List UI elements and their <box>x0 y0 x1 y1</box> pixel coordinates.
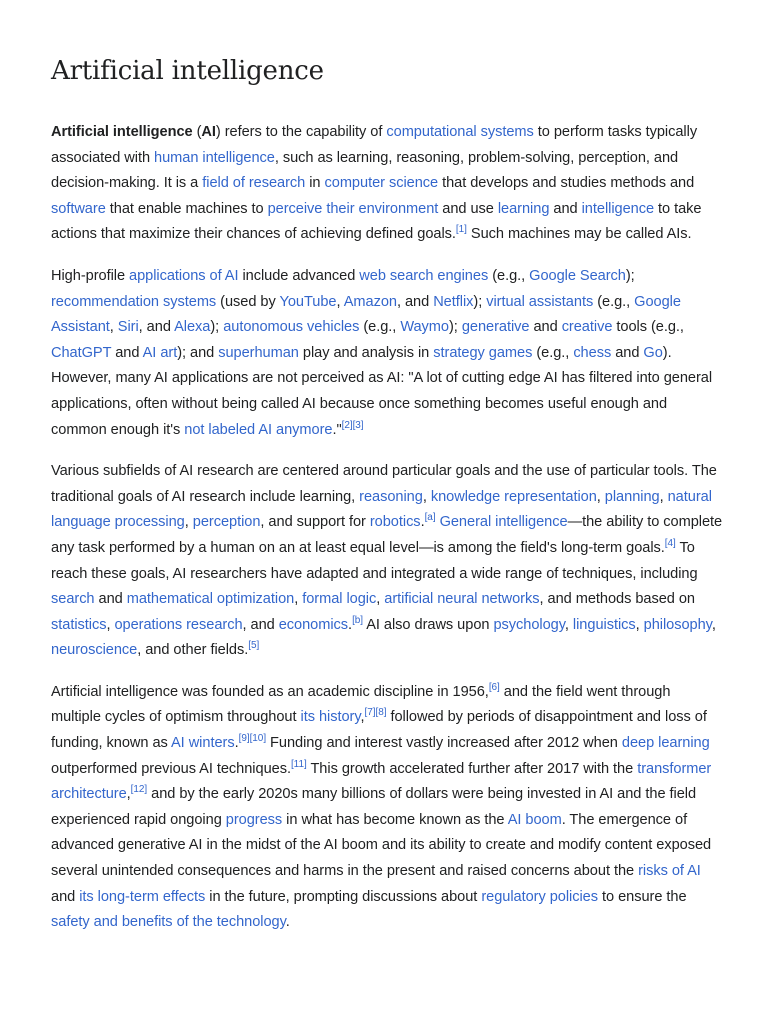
text-run: and <box>94 591 127 608</box>
paragraph-1 <box>51 120 723 248</box>
text-run: and <box>51 888 80 905</box>
text-run: , and <box>242 616 279 633</box>
text-run: , and <box>396 293 434 310</box>
link-creative[interactable]: creative <box>561 319 613 336</box>
link-deep-learning[interactable]: deep learning <box>621 735 710 752</box>
reference-superscript <box>239 733 250 744</box>
link-web-search-engines[interactable]: web search engines <box>359 267 489 284</box>
text-run: to take actions that maximize their chances of achieving defined goals. <box>51 200 702 243</box>
link-planning[interactable]: planning <box>604 488 660 505</box>
text-run: outperformed previous AI techniques. <box>51 760 291 777</box>
text-run: and use <box>438 200 498 217</box>
text-run: High-profile <box>51 267 130 284</box>
text-run: . <box>348 616 353 633</box>
text-run: , <box>376 591 385 608</box>
link-strategy-games[interactable]: strategy games <box>433 344 533 361</box>
note-a[interactable]: [a] <box>424 512 436 524</box>
text-run: (e.g., <box>593 293 635 310</box>
link-reasoning[interactable]: reasoning <box>359 488 423 505</box>
text-run: ); <box>625 267 635 284</box>
text-run: , <box>109 319 118 336</box>
reference-superscript <box>352 615 363 626</box>
link-linguistics[interactable]: linguistics <box>572 616 636 633</box>
text-run: to perform tasks typically associated with <box>51 124 698 166</box>
link-psychology[interactable]: psychology <box>493 616 565 633</box>
text-run: that develops and studies methods and <box>438 175 695 192</box>
link-chess[interactable]: chess <box>573 344 612 361</box>
link-waymo[interactable]: Waymo <box>400 319 449 336</box>
link-field-of-research[interactable]: field of research <box>202 175 306 192</box>
link-computational-systems[interactable]: computational systems <box>386 124 534 140</box>
citation-2[interactable]: [2] <box>341 419 353 431</box>
link-computer-science[interactable]: computer science <box>324 175 439 192</box>
link-transformer-architecture[interactable]: transformer architecture <box>51 760 712 803</box>
text-run: , <box>126 786 131 803</box>
reference-superscript <box>665 538 676 549</box>
text-run: and by the early 2020s many billions of dollars were being invested in AI and the field experienced rapid ongoing <box>51 786 697 828</box>
link-philosophy[interactable]: philosophy <box>643 616 712 633</box>
citation-4[interactable]: [4] <box>664 537 676 549</box>
text-run: , <box>659 488 668 505</box>
note-b[interactable]: [b] <box>352 614 364 626</box>
text-run: , such as learning, reasoning, problem-solving, perception, and decision-making. It is a <box>51 149 679 192</box>
text-run: Funding and interest vastly increased after 2012 when <box>266 735 622 752</box>
text-run: ); and <box>177 344 219 361</box>
page-title: Artificial intelligence <box>51 56 324 86</box>
text-run: , <box>635 616 644 633</box>
text-run: ); <box>210 319 224 336</box>
link-search[interactable]: search <box>51 591 95 608</box>
link-intelligence[interactable]: intelligence <box>581 200 655 217</box>
text-run: , <box>184 514 193 531</box>
text-run: and <box>529 319 562 336</box>
link-operations-research[interactable]: operations research <box>114 616 243 633</box>
article-body <box>51 120 723 952</box>
text-run: ) refers to the capability of <box>215 124 387 140</box>
link-ai-art[interactable]: AI art <box>142 344 178 361</box>
text-run: in what has become known as the <box>282 811 508 828</box>
reference-superscript <box>425 512 436 523</box>
link-its-history[interactable]: its history <box>300 709 361 726</box>
text-run: . <box>234 735 239 752</box>
link-superhuman[interactable]: superhuman <box>218 344 299 361</box>
text-run: This growth accelerated further after 2017 with the <box>306 760 638 777</box>
text-run: ); <box>473 293 487 310</box>
link-software[interactable]: software <box>51 200 106 217</box>
text-run: . The emergence of advanced generative AI in the midst of the AI boom and its ability to create and modify content exposed several unintended consequences and harms in the present and raised concerns about the <box>51 811 712 880</box>
reference-superscript <box>291 759 307 770</box>
citation-5[interactable]: [5] <box>248 640 260 652</box>
reference-superscript <box>342 420 353 431</box>
text-run: , <box>596 488 605 505</box>
link-google-search[interactable]: Google Search <box>529 267 626 284</box>
reference-superscript <box>489 682 500 693</box>
text-run: Such machines may be called AIs. <box>466 226 692 243</box>
text-run: Artificial intelligence was founded as an academic discipline in 1956, <box>51 683 489 700</box>
text-run: followed by periods of disappointment and loss of funding, known as <box>51 709 707 752</box>
text-run: in <box>305 175 325 192</box>
text-run: (e.g., <box>532 344 574 361</box>
citation-6[interactable]: [6] <box>488 681 500 693</box>
text-run: , and other fields. <box>137 642 249 659</box>
text-run: AI also draws upon <box>363 616 494 633</box>
bold-term: Artificial intelligence <box>51 124 193 140</box>
reference-superscript <box>131 784 147 795</box>
citation-8[interactable]: [8] <box>375 707 387 719</box>
citation-12[interactable]: [12] <box>130 784 148 796</box>
link-ai-boom[interactable]: AI boom <box>507 811 562 828</box>
reference-superscript <box>250 733 266 744</box>
link-economics[interactable]: economics <box>278 616 349 633</box>
text-run: and the field went through multiple cycles of optimism throughout <box>51 683 671 726</box>
link-amazon[interactable]: Amazon <box>343 293 397 310</box>
text-run: , <box>294 591 303 608</box>
citation-3[interactable]: [3] <box>352 419 364 431</box>
link-virtual-assistants[interactable]: virtual assistants <box>486 293 594 310</box>
link-go[interactable]: Go <box>643 344 663 361</box>
citation-1[interactable]: [1] <box>455 224 467 236</box>
link-long-term-effects[interactable]: its long-term effects <box>79 888 206 905</box>
reference-superscript <box>456 224 467 235</box>
citation-11[interactable]: [11] <box>290 758 307 770</box>
link-chatgpt[interactable]: ChatGPT <box>51 344 112 361</box>
text-run: (e.g., <box>488 267 530 284</box>
text-run: , and methods based on <box>539 591 695 608</box>
link-applications-of-ai[interactable]: applications of AI <box>129 267 239 284</box>
link-progress[interactable]: progress <box>225 811 283 828</box>
text-run: that enable machines to <box>105 200 268 217</box>
text-run: To reach these goals, AI researchers have adapted and integrated a wide range of techniques, including <box>51 539 698 582</box>
text-run: , <box>336 293 344 310</box>
paragraph-3 <box>51 459 723 664</box>
link-regulatory-policies[interactable]: regulatory policies <box>481 888 598 905</box>
text-run: (used by <box>216 293 280 310</box>
link-learning[interactable]: learning <box>497 200 550 217</box>
link-recommendation-systems[interactable]: recommendation systems <box>51 293 217 310</box>
text-run: (e.g., <box>359 319 401 336</box>
text-run: and <box>549 200 582 217</box>
link-not-labeled-ai[interactable]: not labeled AI anymore <box>184 421 333 438</box>
link-natural-language-processing[interactable]: natural language processing <box>51 488 712 531</box>
link-safety-and-benefits[interactable]: safety and benefits of the technology <box>51 914 286 931</box>
link-youtube[interactable]: YouTube <box>279 293 337 310</box>
link-perceive-environment[interactable]: perceive their environment <box>267 200 439 217</box>
link-siri[interactable]: Siri <box>117 319 139 336</box>
link-generative[interactable]: generative <box>461 319 530 336</box>
text-run: play and analysis in <box>298 344 434 361</box>
text-run: in the future, prompting discussions about <box>205 888 482 905</box>
text-run: , and support for <box>260 514 370 531</box>
text-run: ." <box>332 421 342 438</box>
link-formal-logic[interactable]: formal logic <box>302 591 377 608</box>
link-knowledge-representation[interactable]: knowledge representation <box>430 488 597 505</box>
link-neuroscience[interactable]: neuroscience <box>51 642 138 659</box>
citation-7[interactable]: [7] <box>364 707 376 719</box>
text-run: , and <box>138 319 175 336</box>
link-human-intelligence[interactable]: human intelligence <box>154 149 275 166</box>
text-run: , <box>422 488 431 505</box>
text-run: ); <box>448 319 462 336</box>
text-run: . <box>420 514 425 531</box>
text-run: tools (e.g., <box>612 319 684 336</box>
paragraph-2 <box>51 264 723 443</box>
bold-term: AI <box>201 124 216 140</box>
link-autonomous-vehicles[interactable]: autonomous vehicles <box>223 319 360 336</box>
reference-superscript <box>248 640 259 651</box>
link-mathematical-optimization[interactable]: mathematical optimization <box>126 591 295 608</box>
reference-superscript <box>375 707 386 718</box>
citation-10[interactable]: [10] <box>249 733 267 745</box>
link-alexa[interactable]: Alexa <box>174 319 211 336</box>
text-run: , <box>106 616 115 633</box>
link-statistics[interactable]: statistics <box>51 616 107 633</box>
link-google-assistant[interactable]: Google Assistant <box>51 293 681 336</box>
link-netflix[interactable]: Netflix <box>433 293 474 310</box>
text-run: , <box>711 616 716 633</box>
text-run: —the ability to complete any task performed by a human on an at least equal level—is among the field's long-term goals. <box>51 514 723 556</box>
text-run: ). However, many AI applications are not perceived as AI: "A lot of cutting edge AI has filtered into general applications, often without being called AI because once something becomes useful enough and common enough it's <box>51 344 713 438</box>
link-general-intelligence[interactable]: General intelligence <box>439 514 568 531</box>
text-run: to ensure the <box>597 888 687 905</box>
reference-superscript <box>365 707 376 718</box>
reference-superscript <box>353 420 364 431</box>
text-run: ( <box>192 124 202 140</box>
link-ai-winters[interactable]: AI winters <box>171 735 235 752</box>
text-run: , <box>360 709 365 726</box>
text-run: , <box>564 616 573 633</box>
text-run: and <box>611 344 644 361</box>
link-robotics[interactable]: robotics <box>369 514 421 531</box>
text-run: include advanced <box>238 267 360 284</box>
text-run: and <box>111 344 143 361</box>
citation-9[interactable]: [9] <box>238 733 250 745</box>
paragraph-4 <box>51 680 723 936</box>
text-run: . <box>285 914 290 931</box>
link-risks-of-ai[interactable]: risks of AI <box>638 863 701 880</box>
link-perception[interactable]: perception <box>192 514 261 531</box>
text-run: Various subfields of AI research are centered around particular goals and the use of particular tools. The traditional goals of AI research include learning, <box>51 463 717 505</box>
link-artificial-neural-networks[interactable]: artificial neural networks <box>384 591 540 608</box>
